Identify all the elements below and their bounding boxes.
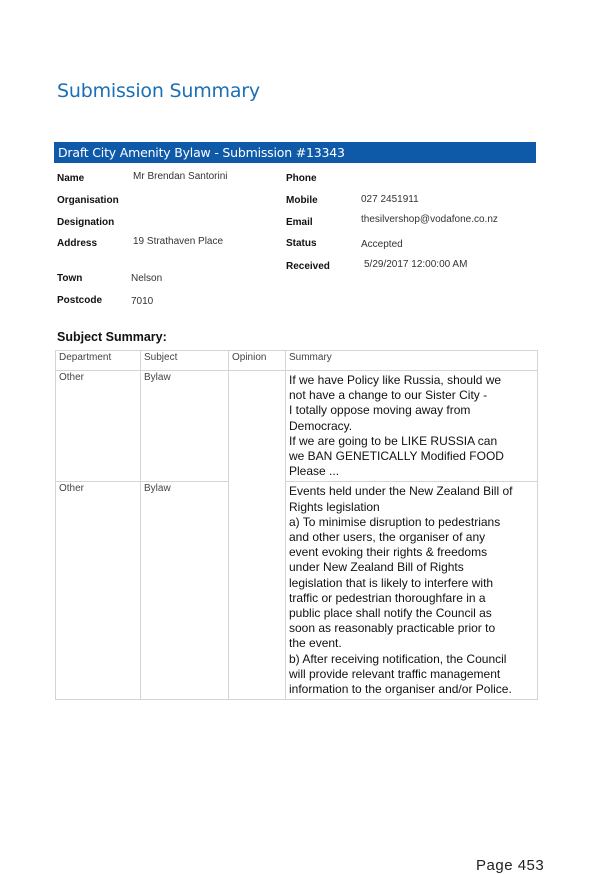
subject-cell: Bylaw bbox=[141, 371, 229, 482]
summary-line: will provide relevant traffic management bbox=[289, 666, 501, 681]
subject-summary-heading: Subject Summary: bbox=[57, 330, 167, 344]
department-cell: Other bbox=[56, 371, 141, 482]
summary-line: and other users, the organiser of any bbox=[289, 530, 486, 545]
address-label: Address bbox=[57, 238, 98, 249]
summary-line: If we have Policy like Russia, should we bbox=[289, 373, 502, 387]
department-cell: Other bbox=[56, 482, 141, 700]
summary-line: Democracy. bbox=[289, 418, 353, 433]
column-header-department: Department bbox=[56, 351, 141, 371]
mobile-value: 027 2451911 bbox=[361, 194, 419, 205]
phone-label: Phone bbox=[286, 173, 317, 184]
page-number: Page 453 bbox=[476, 857, 545, 874]
summary-line: Events held under the New Zealand Bill of bbox=[289, 484, 513, 499]
address-value: 19 Strathaven Place bbox=[133, 236, 224, 247]
subject-summary-table bbox=[55, 350, 538, 700]
summary-line: we BAN GENETICALLY Modified FOOD bbox=[289, 449, 504, 464]
summary-line: Rights legislation bbox=[289, 499, 380, 514]
town-label: Town bbox=[57, 273, 83, 284]
organisation-label: Organisation bbox=[57, 195, 119, 206]
mobile-label: Mobile bbox=[286, 195, 318, 206]
summary-cell bbox=[286, 371, 538, 482]
summary-line: If we are going to be LIKE RUSSIA can bbox=[289, 433, 498, 448]
postcode-value: 7010 bbox=[131, 296, 154, 307]
postcode-label: Postcode bbox=[57, 295, 103, 306]
summary-cell bbox=[286, 482, 538, 700]
summary-line: traffic or pedestrian thoroughfare in a bbox=[289, 590, 486, 605]
table-row bbox=[56, 482, 538, 700]
summary-line: public place shall notify the Council as bbox=[289, 606, 492, 621]
designation-label: Designation bbox=[57, 217, 115, 228]
status-label: Status bbox=[286, 238, 317, 249]
summary-line: soon as reasonably practicable prior to bbox=[289, 621, 496, 636]
summary-line: not have a change to our Sister City - bbox=[289, 388, 488, 403]
subject-cell: Bylaw bbox=[141, 482, 229, 700]
column-header-subject: Subject bbox=[141, 351, 229, 371]
summary-line: legislation that is likely to interfere with bbox=[289, 575, 494, 590]
email-value: thesilvershop@vodafone.co.nz bbox=[361, 214, 498, 225]
summary-line: under New Zealand Bill of Rights bbox=[289, 560, 464, 575]
name-value: Mr Brendan Santorini bbox=[133, 171, 228, 182]
summary-line: Please ... bbox=[289, 464, 340, 479]
received-value: 5/29/2017 12:00:00 AM bbox=[364, 259, 468, 270]
opinion-cell bbox=[229, 371, 286, 700]
received-label: Received bbox=[286, 261, 330, 272]
email-label: Email bbox=[286, 217, 313, 228]
column-header-summary: Summary bbox=[286, 351, 538, 371]
summary-line: event evoking their rights & freedoms bbox=[289, 545, 488, 560]
town-value: Nelson bbox=[131, 273, 163, 284]
submission-banner: Draft City Amenity Bylaw - Submission #13343 bbox=[54, 142, 536, 163]
summary-line: a) To minimise disruption to pedestrians bbox=[289, 514, 501, 529]
summary-line: information to the organiser and/or Police. bbox=[289, 682, 512, 697]
status-value: Accepted bbox=[361, 239, 403, 250]
column-header-opinion: Opinion bbox=[229, 351, 286, 371]
summary-line: b) After receiving notification, the Council bbox=[289, 651, 507, 666]
page-title: Submission Summary bbox=[57, 80, 260, 102]
table-header-row bbox=[56, 351, 538, 371]
summary-line: the event. bbox=[289, 636, 342, 651]
name-label: Name bbox=[57, 173, 85, 184]
summary-line: I totally oppose moving away from bbox=[289, 403, 471, 418]
table-row bbox=[56, 371, 538, 482]
